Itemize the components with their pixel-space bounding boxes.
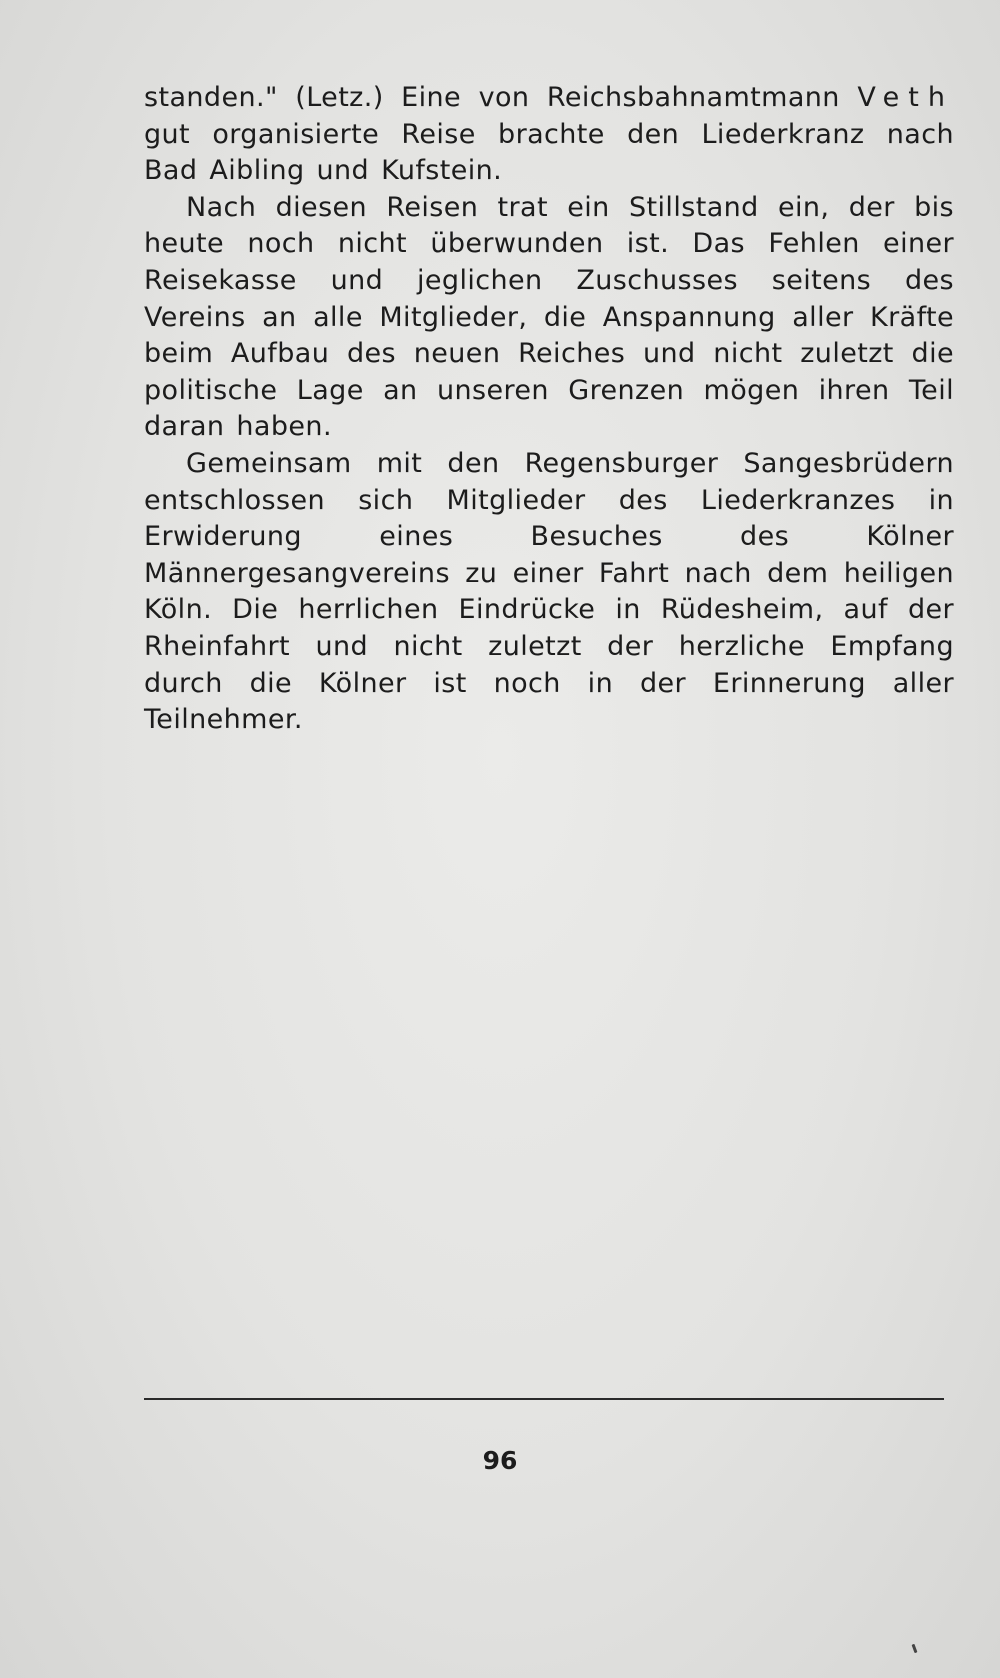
body-text [144,80,954,739]
footer-rule [144,1398,944,1400]
paper-speck [912,1644,918,1653]
footer-rule-tail [876,1398,944,1400]
emphasized-name: Veth [857,82,954,113]
paragraph-2: Nach diesen Reisen trat ein Stillstand ein, der bis heute noch nicht überwunden ist. Das Fehlen einer Reisekasse und jeglichen Zuschusses seitens des Vereins an alle Mitglieder, die Anspannung aller Kräfte beim Aufbau des neuen Reiches und nicht zuletzt die politische Lage an unseren Grenzen mögen ihren Teil daran haben. [144,191,954,443]
paragraph-1-start: standen." (Letz.) Eine von Reichsbahnamtmann [144,82,858,113]
paragraph-1 [144,80,954,190]
paragraph-1-end: gut organisierte Reise brachte den Liederkranz nach Bad Aibling und Kufstein. [144,118,954,187]
paragraph-3: Gemeinsam mit den Regensburger Sangesbrüdern entschlossen sich Mitglieder des Liederkranzes in Erwiderung eines Besuches des Kölner Männergesangvereins zu einer Fahrt nach dem heiligen Köln. Die herrlichen Eindrücke in Rüdesheim, auf der Rheinfahrt und nicht zuletzt der herzliche Empfang durch die Kölner ist noch in der Erinnerung aller Teilnehmer. [144,447,954,736]
page-number: 96 [482,1446,518,1475]
